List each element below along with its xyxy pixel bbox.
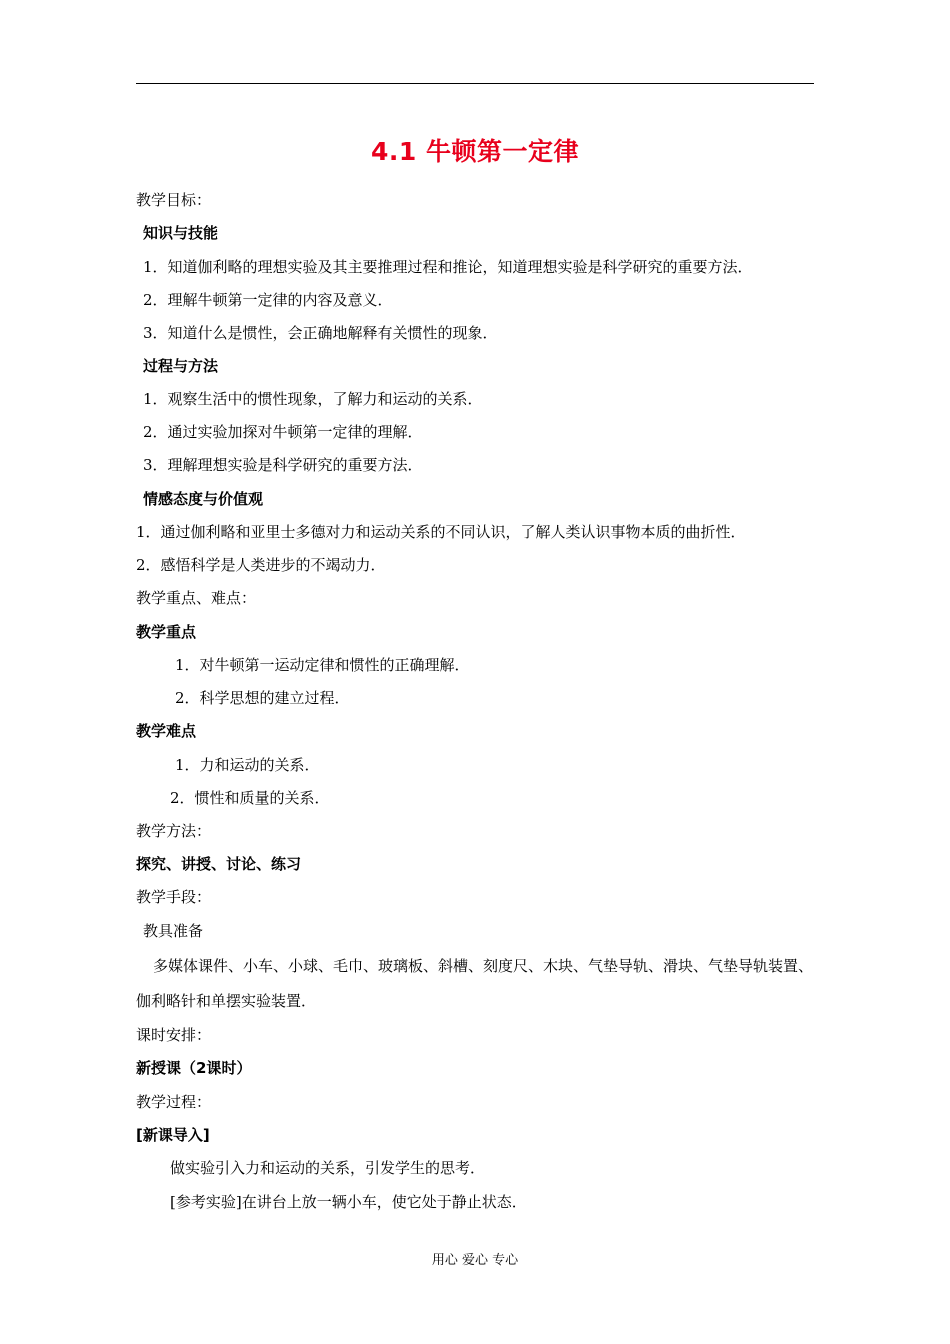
goal-item: 2．感悟科学是人类进步的不竭动力． (136, 556, 386, 574)
page-footer: 用心 爱心 专心 (431, 1253, 519, 1268)
schedule-value: 新授课（2课时） (136, 1059, 252, 1077)
document-title: 4.1 牛顿第一定律 (371, 137, 579, 166)
goal-item: 2．通过实验加探对牛顿第一定律的理解． (143, 423, 423, 441)
goal-item: 2．理解牛顿第一定律的内容及意义． (143, 291, 393, 309)
goal-item: 1．观察生活中的惯性现象，了解力和运动的关系． (143, 390, 483, 408)
paragraph: 做实验引入力和运动的关系，引发学生的思考． (170, 1159, 486, 1177)
equipment-list-continued: 伽利略针和单摆实验装置． (136, 992, 317, 1010)
section-teaching-goals: 教学目标： (136, 191, 212, 209)
teaching-methods-value: 探究、讲授、讨论、练习 (136, 855, 302, 873)
equipment-list: 多媒体课件、小车、小球、毛巾、玻璃板、斜槽、刻度尺、木块、气垫导轨、滑块、气垫导轨装置、 (153, 957, 814, 975)
header-rule (136, 83, 814, 84)
section-key-points: 教学重点、难点： (136, 589, 257, 607)
goal-item: 3．知道什么是惯性，会正确地解释有关惯性的现象． (143, 324, 498, 342)
section-teaching-process: 教学过程： (136, 1093, 212, 1111)
difficulty-item: 2．惯性和质量的关系． (170, 789, 330, 807)
heading-key-points: 教学重点 (136, 623, 197, 641)
heading-new-lesson-intro: [新课导入] (136, 1126, 210, 1144)
key-point-item: 1．对牛顿第一运动定律和惯性的正确理解． (175, 656, 470, 674)
section-teaching-means: 教学手段： (136, 888, 212, 906)
key-point-item: 2．科学思想的建立过程． (175, 689, 350, 707)
heading-process-method: 过程与方法 (143, 357, 219, 375)
goal-item: 1．知道伽利略的理想实验及其主要推理过程和推论，知道理想实验是科学研究的重要方法． (143, 258, 753, 276)
section-schedule: 课时安排： (136, 1026, 212, 1044)
goal-item: 3．理解理想实验是科学研究的重要方法． (143, 456, 423, 474)
difficulty-item: 1．力和运动的关系． (175, 756, 320, 774)
goal-item: 1．通过伽利略和亚里士多德对力和运动关系的不同认识，了解人类认识事物本质的曲折性． (136, 523, 746, 541)
heading-attitude-values: 情感态度与价值观 (143, 490, 264, 508)
heading-knowledge-skills: 知识与技能 (143, 224, 219, 242)
section-teaching-methods: 教学方法： (136, 822, 212, 840)
heading-difficulties: 教学难点 (136, 722, 197, 740)
heading-equipment: 教具准备 (143, 922, 204, 940)
paragraph: [参考实验]在讲台上放一辆小车，使它处于静止状态． (170, 1193, 527, 1211)
